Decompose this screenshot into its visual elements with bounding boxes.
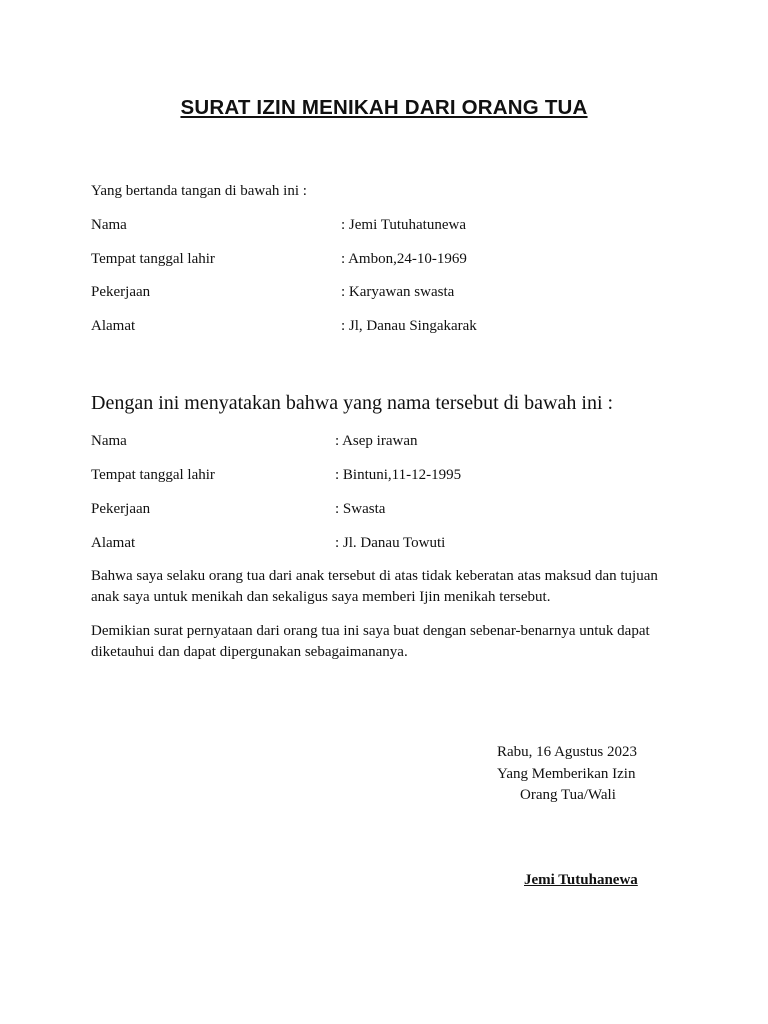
parent-job-value: : Karyawan swasta xyxy=(341,284,455,300)
child-name-label: Nama xyxy=(91,433,127,449)
child-birth-label: Tempat tanggal lahir xyxy=(91,467,215,483)
signer-name: Jemi Tutuhanewa xyxy=(524,872,638,888)
signature-date: Rabu, 16 Agustus 2023 xyxy=(497,744,638,760)
intro-text: Yang bertanda tangan di bawah ini : xyxy=(91,183,307,199)
child-address-label: Alamat xyxy=(91,535,136,551)
parent-job-label: Pekerjaan xyxy=(91,284,151,300)
parent-birth-label: Tempat tanggal lahir xyxy=(91,251,215,267)
parent-birth-value: : Ambon,24-10-1969 xyxy=(341,251,467,267)
parent-address-label: Alamat xyxy=(91,318,136,334)
statement-heading: Dengan ini menyatakan bahwa yang nama tersebut di bawah ini : xyxy=(91,392,614,414)
signature-giver-label: Yang Memberikan Izin xyxy=(497,766,636,782)
child-address-value: : Jl. Danau Towuti xyxy=(335,535,446,551)
signature-role-label: Orang Tua/Wali xyxy=(520,787,616,803)
child-name-value: : Asep irawan xyxy=(335,433,418,449)
parent-name-value: : Jemi Tutuhatunewa xyxy=(341,217,467,233)
child-birth-value: : Bintuni,11-12-1995 xyxy=(335,467,462,483)
closing-paragraph: Demikian surat pernyataan dari orang tua ini saya buat dengan sebenar-benarnya untuk dapat diketauhui dan dapat dipergunakan sebagaimananya. xyxy=(91,623,650,660)
child-job-label: Pekerjaan xyxy=(91,501,151,517)
parent-address-value: : Jl, Danau Singakarak xyxy=(341,318,477,334)
child-job-value: : Swasta xyxy=(335,501,386,517)
parent-name-label: Nama xyxy=(91,217,127,233)
consent-paragraph: Bahwa saya selaku orang tua dari anak tersebut di atas tidak keberatan atas maksud dan tujuan anak saya untuk menikah dan sekaligus saya memberi Ijin menikah tersebut. xyxy=(91,568,658,605)
letter-title: SURAT IZIN MENIKAH DARI ORANG TUA xyxy=(180,96,588,119)
